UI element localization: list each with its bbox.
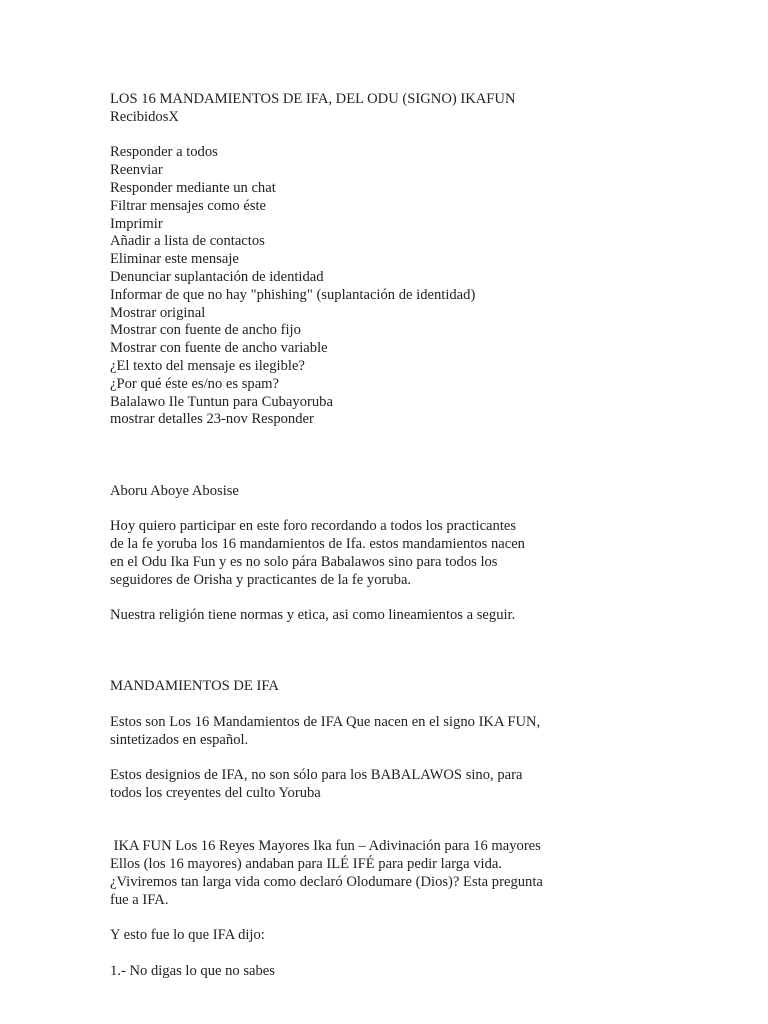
story-line: Ellos (los 16 mayores) andaban para ILÉ IFÉ para pedir larga vida.: [110, 856, 503, 873]
why-spam-link[interactable]: ¿Por qué éste es/no es spam?: [110, 375, 279, 392]
greeting-paragraph: Aboru Aboye Abosise: [110, 482, 239, 499]
unreadable-message-link[interactable]: ¿El texto del mensaje es ilegible?: [110, 357, 305, 374]
email-subject: LOS 16 MANDAMIENTOS DE IFA, DEL ODU (SIGNO) IKAFUN: [110, 91, 516, 107]
ifa-said-paragraph: Y esto fue lo que IFA dijo:: [110, 927, 265, 944]
spacer: [110, 625, 730, 678]
spacer: [110, 429, 730, 482]
sender-details[interactable]: mostrar detalles 23-nov Responder: [110, 411, 314, 428]
variable-width-font-link[interactable]: Mostrar con fuente de ancho variable: [110, 340, 328, 357]
spacer: [110, 945, 730, 963]
message-actions-menu: [110, 144, 730, 393]
report-not-phishing-link[interactable]: Informar de que no hay "phishing" (suplantación de identidad): [110, 286, 476, 303]
spacer: [110, 749, 730, 767]
intro-line: seguidores de Orisha y practicantes de la fe yoruba.: [110, 571, 412, 588]
story-paragraph: [110, 838, 730, 909]
inbox-folder-label: RecibidosX: [110, 108, 179, 125]
summary-paragraph: [110, 714, 730, 750]
religion-paragraph: Nuestra religión tiene normas y etica, asi como lineamientos a seguir.: [110, 607, 516, 624]
intro-line: de la fe yoruba los 16 mandamientos de Ifa. estos mandamientos nacen: [110, 535, 525, 552]
commandment-item: 1.- No digas lo que no sabes: [110, 963, 275, 980]
designios-paragraph: [110, 767, 730, 803]
intro-line: en el Odu Ika Fun y es no solo pára Babalawos sino para todos los: [110, 553, 498, 570]
spacer: [110, 127, 730, 145]
spacer: [110, 696, 730, 714]
add-contact-link[interactable]: Añadir a lista de contactos: [110, 233, 265, 250]
reply-all-link[interactable]: Responder a todos: [110, 144, 218, 161]
story-line: ¿Viviremos tan larga vida como declaró Olodumare (Dios)? Esta pregunta: [110, 874, 543, 891]
report-phishing-link[interactable]: Denunciar suplantación de identidad: [110, 268, 324, 285]
spacer: [110, 589, 730, 607]
section-heading: MANDAMIENTOS DE IFA: [110, 678, 279, 695]
document-page: [110, 91, 730, 981]
story-line: IKA FUN Los 16 Reyes Mayores Ika fun – Adivinación para 16 mayores: [110, 838, 541, 855]
sender-line: Balalawo Ile Tuntun para Cubayoruba: [110, 393, 333, 410]
filter-messages-link[interactable]: Filtrar mensajes como éste: [110, 197, 267, 214]
story-line: fue a IFA.: [110, 891, 169, 908]
spacer: [110, 803, 730, 839]
fixed-width-font-link[interactable]: Mostrar con fuente de ancho fijo: [110, 322, 301, 339]
spacer: [110, 910, 730, 928]
show-original-link[interactable]: Mostrar original: [110, 304, 206, 321]
print-link[interactable]: Imprimir: [110, 215, 163, 232]
designios-line: Estos designios de IFA, no son sólo para los BABALAWOS sino, para: [110, 767, 523, 784]
summary-line: sintetizados en español.: [110, 731, 249, 748]
delete-message-link[interactable]: Eliminar este mensaje: [110, 251, 239, 268]
intro-paragraph: [110, 518, 730, 589]
summary-line: Estos son Los 16 Mandamientos de IFA Que nacen en el signo IKA FUN,: [110, 713, 541, 730]
intro-line: Hoy quiero participar en este foro recordando a todos los practicantes: [110, 518, 517, 535]
designios-line: todos los creyentes del culto Yoruba: [110, 785, 321, 802]
forward-link[interactable]: Reenviar: [110, 162, 163, 179]
reply-chat-link[interactable]: Responder mediante un chat: [110, 179, 276, 196]
spacer: [110, 500, 730, 518]
